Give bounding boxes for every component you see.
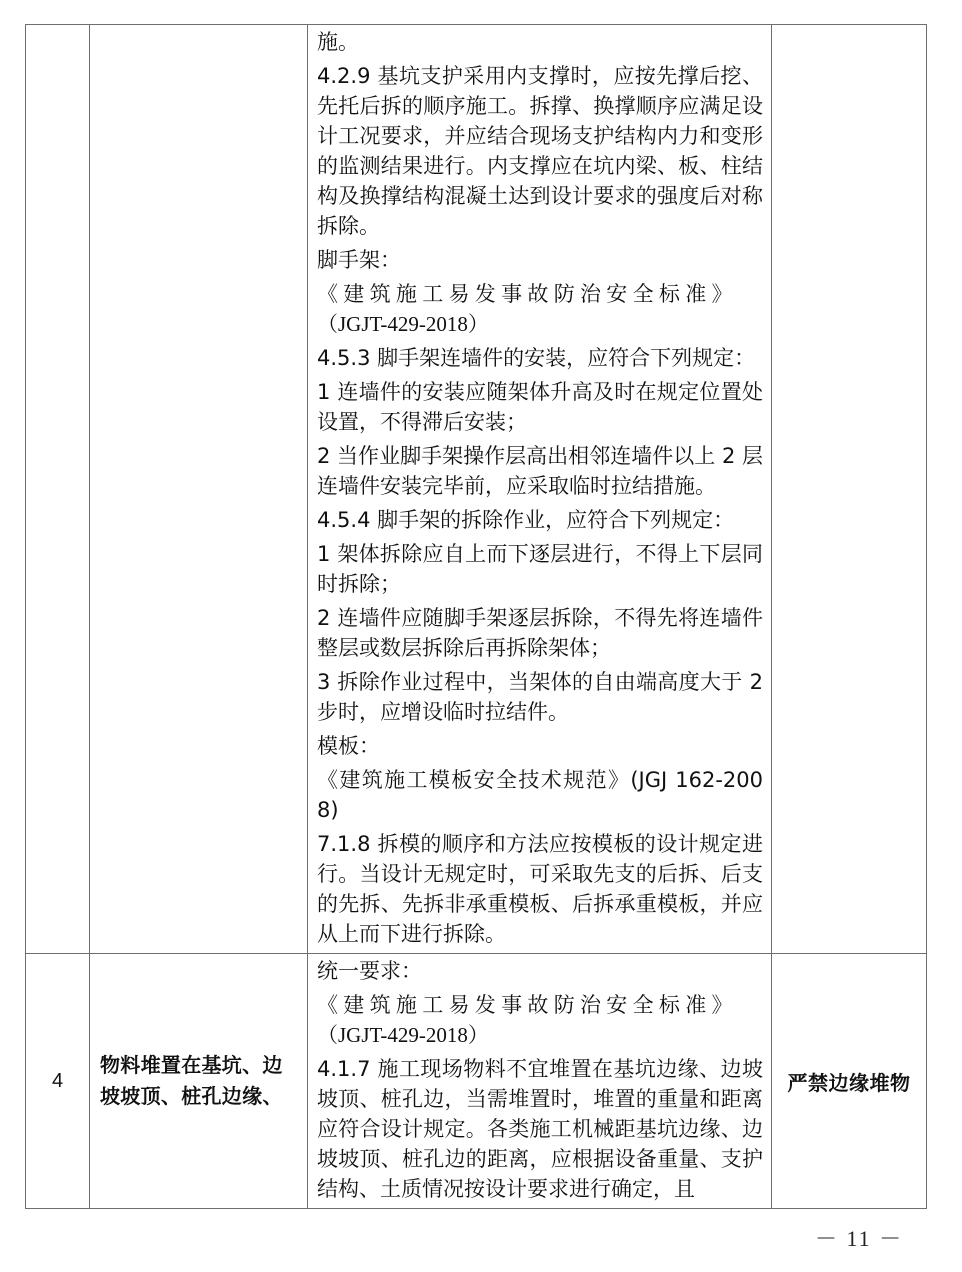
measure-cell: 严禁边缘堆物 <box>772 954 927 1209</box>
section-heading: 模板： <box>317 734 380 758</box>
clause-item: 2 连墙件应随脚手架逐层拆除，不得先将连墙件整层或数层拆除后再拆除架体； <box>317 606 763 660</box>
clause-item: 2 当作业脚手架操作层高出相邻连墙件以上 2 层连墙件安装完毕前，应采取临时拉结措施。 <box>317 444 763 498</box>
table-row <box>26 25 927 954</box>
requirements-content <box>308 954 771 1204</box>
clause-paragraph: 4.5.3 脚手架连墙件的安装，应符合下列规定： <box>317 346 756 370</box>
clause-item: 3 拆除作业过程中，当架体的自由端高度大于 2 步时，应增设临时拉结件。 <box>317 670 763 724</box>
section-heading: 统一要求： <box>317 959 422 983</box>
standard-title: 《建筑施工易发事故防治安全标准》 <box>317 282 738 306</box>
clause-paragraph: 4.2.9 基坑支护采用内支撑时，应按先撑后挖、先托后拆的顺序施工。拆撑、换撑顺序应满足设计工况要求，并应结合现场支护结构内力和变形的监测结果进行。内支撑应在坑内梁、板、柱结构及换撑结构混凝土达到设计要求的强度后对称拆除。 <box>317 64 763 238</box>
row-index-cell: 4 <box>26 954 90 1209</box>
row-index-cell <box>26 25 90 954</box>
clause-paragraph: 4.1.7 施工现场物料不宜堆置在基坑边缘、边坡坡顶、桩孔边，当需堆置时，堆置的重量和距离应符合设计规定。各类施工机械距基坑边缘、边坡坡顶、桩孔边的距离，应根据设备重量、支护结构、土质情况按设计要求进行确定，且 <box>317 1057 763 1201</box>
clause-item: 1 架体拆除应自上而下逐层进行，不得上下层同时拆除； <box>317 542 763 596</box>
paragraph: 施。 <box>317 30 359 54</box>
safety-requirements-table <box>25 24 927 1209</box>
hazard-cell <box>90 25 308 954</box>
requirements-cell <box>308 25 772 954</box>
standard-code: （JGJT-429-2018） <box>317 1023 489 1047</box>
measure-cell <box>772 25 927 954</box>
clause-paragraph: 4.5.4 脚手架的拆除作业，应符合下列规定： <box>317 508 735 532</box>
table-row <box>26 954 927 1209</box>
page-number: － 11 － <box>815 1226 904 1251</box>
standard-reference: 《建筑施工模板安全技术规范》(JGJ 162-2008) <box>317 768 763 822</box>
requirements-cell <box>308 954 772 1209</box>
standard-code: （JGJT-429-2018） <box>317 312 489 336</box>
clause-item: 1 连墙件的安装应随架体升高及时在规定位置处设置，不得滞后安装； <box>317 380 763 434</box>
hazard-cell: 物料堆置在基坑、边坡坡顶、桩孔边缘、 <box>90 954 308 1209</box>
clause-paragraph: 7.1.8 拆模的顺序和方法应按模板的设计规定进行。当设计无规定时，可采取先支的后拆、后支的先拆、先拆非承重模板、后拆承重模板，并应从上而下进行拆除。 <box>317 832 763 946</box>
section-heading: 脚手架： <box>317 248 401 272</box>
requirements-content <box>308 25 771 949</box>
standard-title: 《建筑施工易发事故防治安全标准》 <box>317 993 738 1017</box>
